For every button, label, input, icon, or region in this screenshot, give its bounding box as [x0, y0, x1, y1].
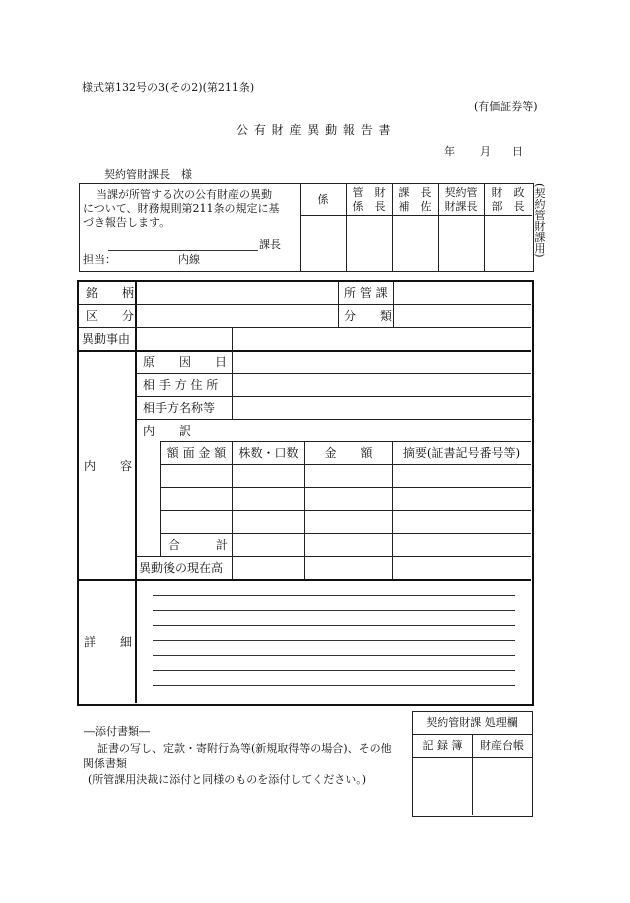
col-shares: 株数・口数	[238, 445, 299, 460]
approval-col-label: 財 政	[491, 185, 525, 199]
approval-col-finance-director	[484, 184, 532, 215]
col-amount: 金 額	[324, 445, 373, 460]
approval-col-staff	[300, 184, 346, 215]
details-label: 詳 細	[84, 635, 133, 649]
attachments-text: 関係書類	[83, 757, 127, 770]
details-line	[153, 640, 515, 641]
details-line	[153, 595, 515, 596]
attachments-text: 証書の写し、定款・寄附行為等(新規取得等の場合)、その他	[97, 742, 392, 755]
col-summary: 摘要(証書記号番号等)	[402, 445, 521, 460]
division-label: 区 分	[86, 309, 135, 323]
brand-label: 銘 柄	[86, 286, 135, 300]
approval-side-label: (契約管財課用)	[533, 183, 546, 258]
approval-col-label: 課 長	[398, 185, 432, 199]
approval-col-label: 部 長	[491, 199, 525, 213]
current-after-label: 異動後の現在高	[139, 561, 224, 575]
date-day: 日	[512, 145, 523, 158]
category-label: (有価証券等)	[474, 100, 538, 113]
classification-label: 分 類	[344, 309, 393, 323]
approval-col-label: 契約管	[444, 185, 478, 199]
section-chief-label: 課長	[259, 238, 281, 251]
form-number: 様式第132号の3(その2)(第211条)	[82, 81, 255, 94]
addressee: 契約管財課長 様	[104, 168, 192, 181]
approval-col-contract-chief	[438, 184, 484, 215]
attachments-heading: ―添付書類―	[84, 725, 150, 738]
counterparty-name-label: 相手方名称等	[143, 401, 216, 415]
section-name-line	[108, 250, 258, 251]
approval-col-property-chief	[346, 184, 392, 215]
breakdown-label: 内 訳	[143, 424, 192, 438]
details-line	[153, 685, 515, 686]
approval-col-label: 係 長	[352, 199, 386, 213]
main-table	[77, 280, 534, 706]
staff-label: 担当：	[83, 253, 116, 266]
document-title: 公 有 財 産 異 動 報 告 書	[236, 123, 392, 137]
col-face-value: 額 面 金 額	[166, 445, 227, 460]
processing-col-record: 記 録 簿	[422, 739, 463, 753]
content-label: 内 容	[84, 459, 133, 473]
details-line	[153, 610, 515, 611]
date-year: 年	[444, 145, 455, 158]
attachments-note: (所管課用決裁に添付と同様のものを添付してください。)	[88, 773, 367, 786]
approval-col-label: 管 財	[352, 185, 386, 199]
cause-date-label: 原 因 日	[143, 355, 228, 369]
details-line	[153, 655, 515, 656]
report-text: づき報告します。	[83, 216, 171, 229]
approval-col-deputy	[392, 184, 438, 215]
counterparty-address-label: 相 手 方 住 所	[143, 378, 219, 392]
report-text: について、財務規則第211条の規定に基	[83, 202, 280, 215]
reason-label: 異動事由	[82, 332, 131, 346]
processing-col-ledger: 財産台帳	[480, 739, 524, 753]
managing-section-label: 所 管 課	[344, 286, 388, 300]
approval-col-label: 係	[317, 192, 329, 206]
approval-col-label: 補 佐	[398, 199, 432, 213]
date-month: 月	[480, 145, 491, 158]
processing-title: 契約管財課 処理欄	[426, 716, 518, 730]
extension-label: 内線	[178, 253, 200, 266]
approval-col-label: 財課長	[444, 199, 478, 213]
details-line	[153, 625, 515, 626]
report-text: 当課が所管する次の公有財産の異動	[96, 188, 272, 201]
total-label: 合 計	[168, 538, 229, 552]
details-line	[153, 670, 515, 671]
